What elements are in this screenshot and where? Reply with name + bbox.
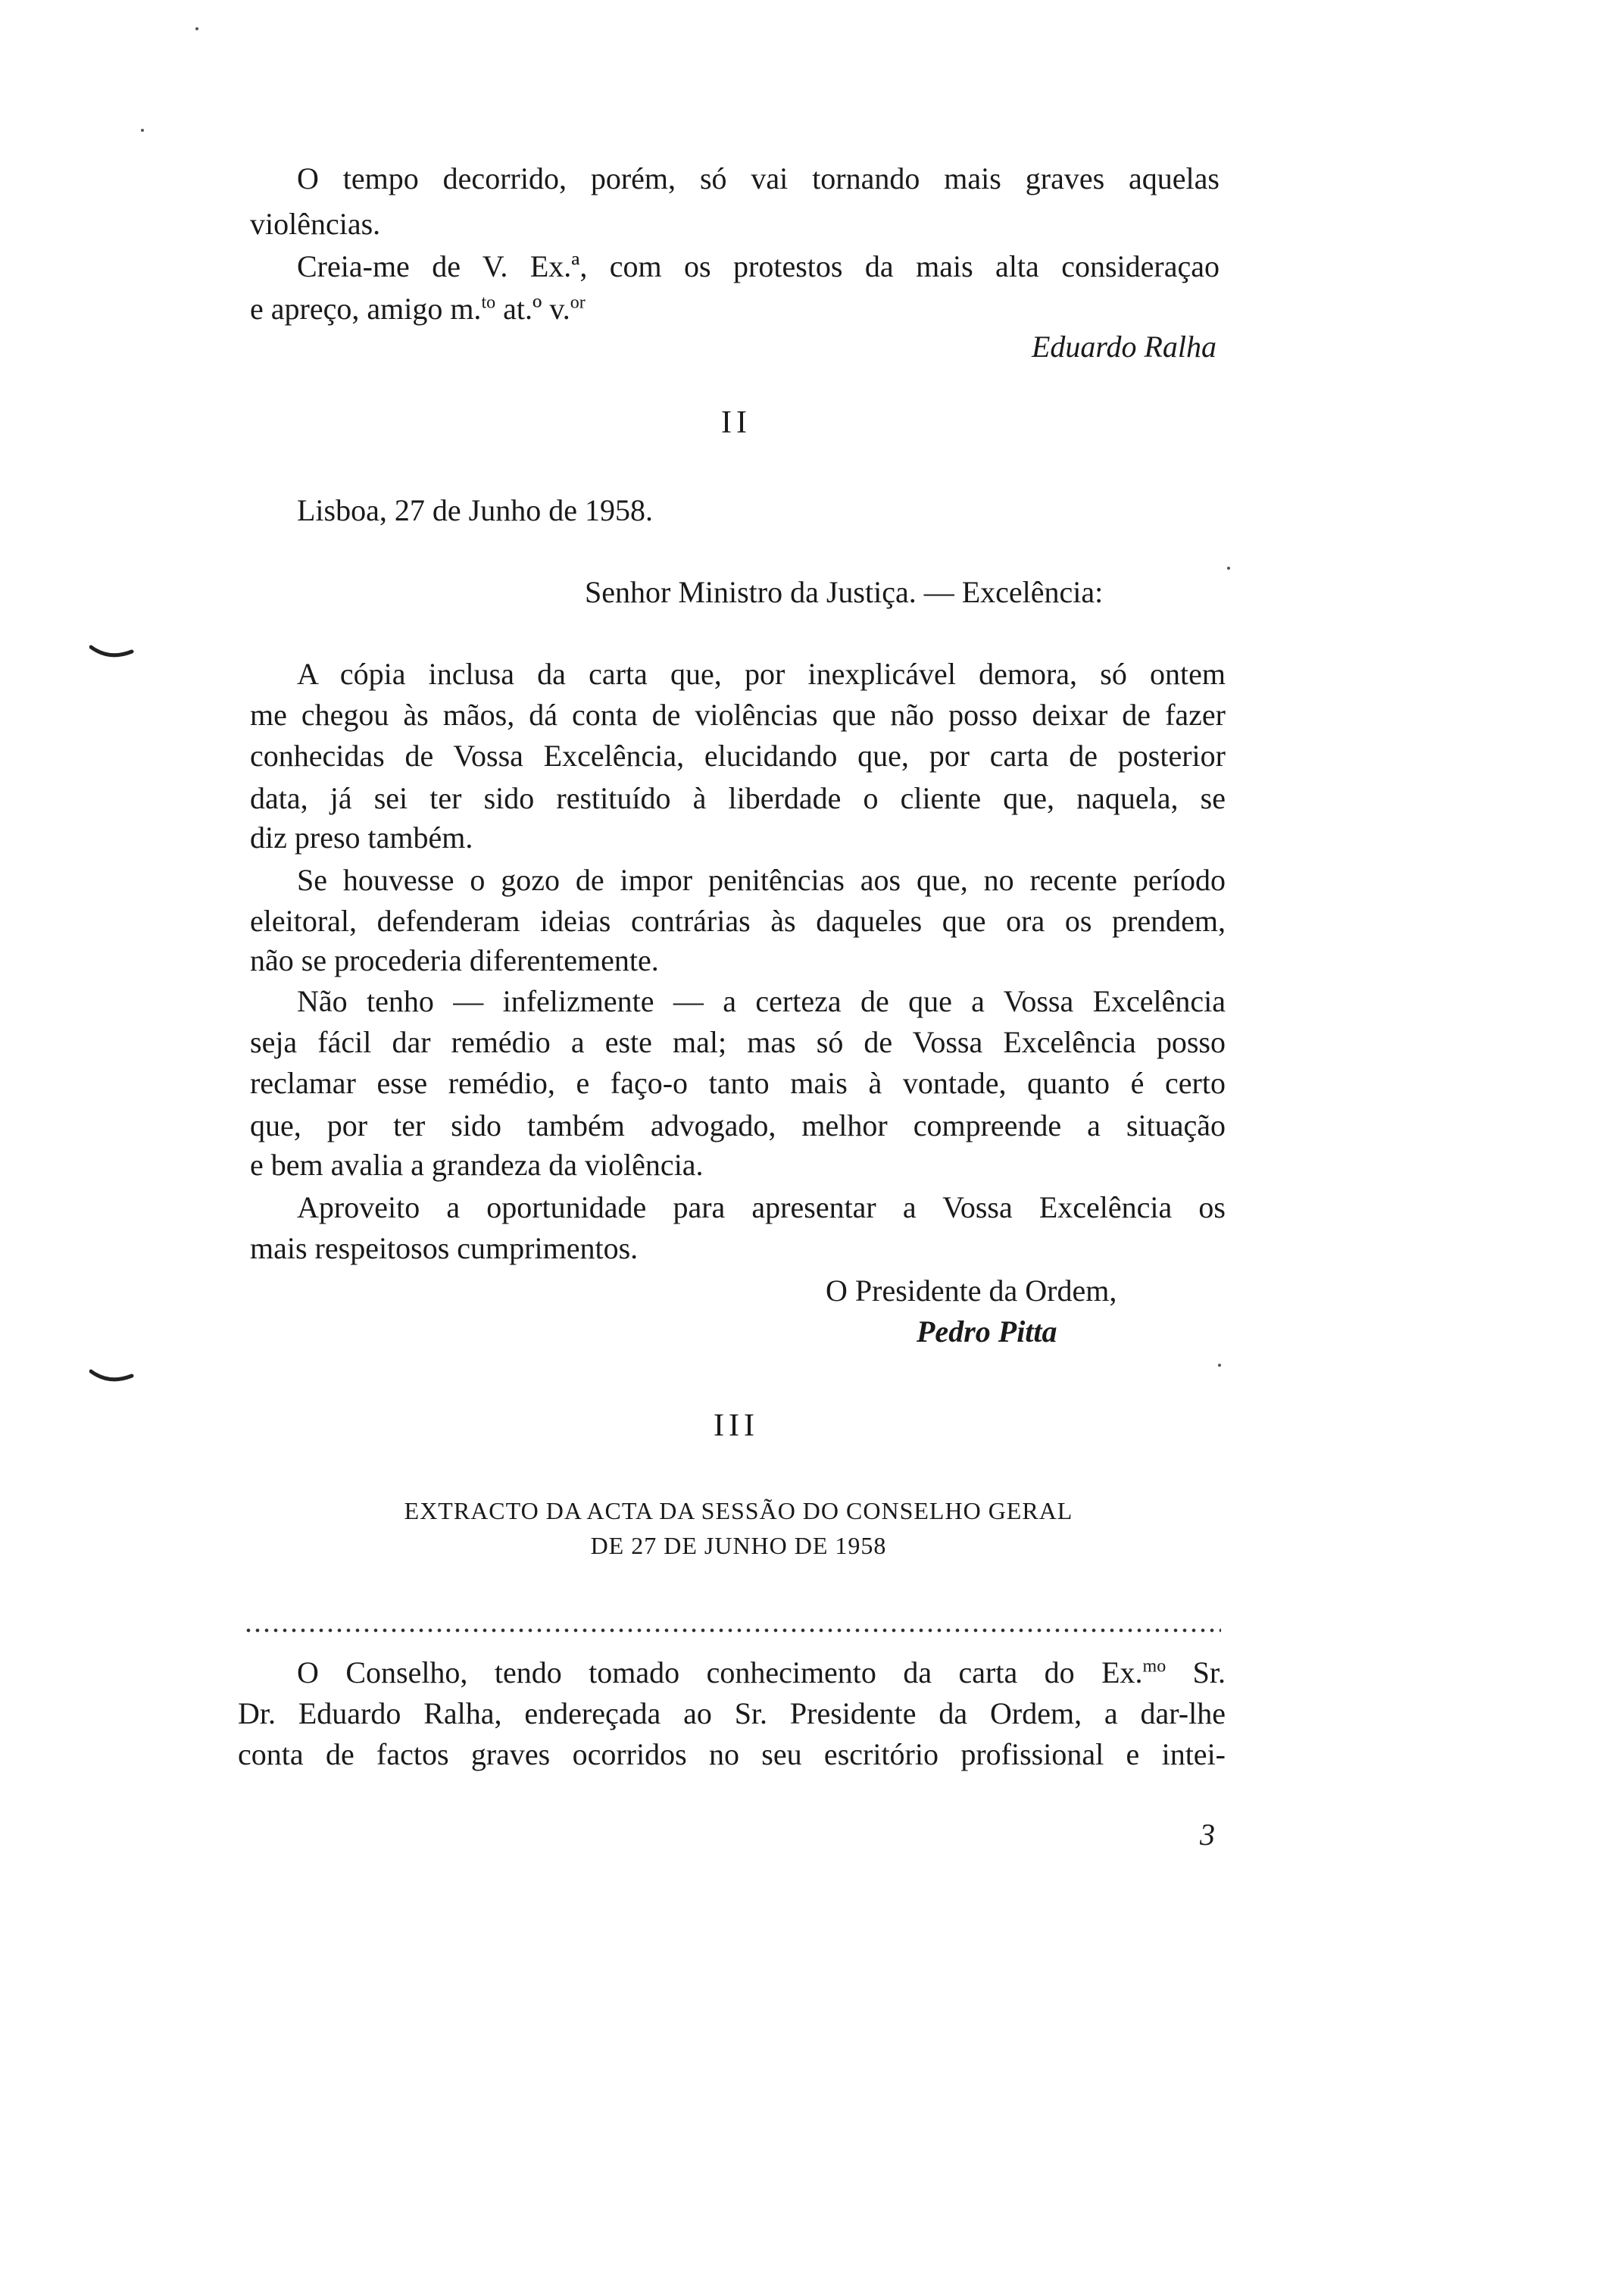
letter1-line4-sup: to — [481, 292, 496, 313]
section2-dateline: Lisboa, 27 de Junho de 1958. — [297, 493, 653, 527]
section2-p1-line: A cópia inclusa da carta que, por inexplicável demora, só ontem — [297, 657, 1226, 691]
section2-salutation: Senhor Ministro da Justiça. — Excelência: — [585, 575, 1104, 609]
section2-p3-line: Não tenho — infelizmente — a certeza de que a Vossa Excelência — [297, 984, 1226, 1018]
scan-mark — [89, 1367, 135, 1389]
letter1-line4-text: e apreço, amigo m. — [250, 292, 482, 326]
section2-p4-line: Aproveito a oportunidade para apresentar a Vossa Excelência os — [297, 1190, 1226, 1224]
section3-p1-line — [297, 1655, 1226, 1691]
letter1-line: violências. — [250, 207, 381, 241]
section2-p1-line: me chegou às mãos, dá conta de violências que não posso deixar de fazer — [250, 698, 1226, 732]
section3-p1-line: Dr. Eduardo Ralha, endereçada ao Sr. Presidente da Ordem, a dar-lhe — [238, 1696, 1226, 1730]
section2-p1-line: data, já sei ter sido restituído à liberdade o cliente que, naquela, se — [250, 781, 1226, 815]
section2-p4-line: mais respeitosos cumprimentos. — [250, 1231, 639, 1265]
section2-p3-line: seja fácil dar remédio a este mal; mas só de Vossa Excelência posso — [250, 1025, 1226, 1059]
section2-p1-line: diz preso também. — [250, 820, 473, 855]
letter1-line: Creia-me de V. Ex.ª, com os protestos da mais alta consideraçao — [297, 249, 1220, 283]
ellipsis-divider — [244, 1627, 1221, 1633]
section2-closing: O Presidente da Ordem, — [826, 1274, 1117, 1308]
section2-p2-line: não se procederia diferentemente. — [250, 943, 659, 977]
section2-signature: Pedro Pitta — [917, 1314, 1057, 1349]
section2-p2-line: eleitoral, defenderam ideias contrárias às daqueles que ora os prendem, — [250, 904, 1226, 938]
section2-p1-line: conhecidas de Vossa Excelência, elucidando que, por carta de posterior — [250, 739, 1226, 773]
section2-number: II — [721, 405, 751, 440]
section3-p1-sup: mo — [1142, 1656, 1166, 1677]
section2-p3-line: que, por ter sido também advogado, melhor compreende a situação — [250, 1108, 1226, 1142]
section2-p3-line: reclamar esse remédio, e faço-o tanto mais à vontade, quanto é certo — [250, 1066, 1226, 1100]
section3-p1-text: Sr. — [1166, 1655, 1226, 1689]
page-number: 3 — [1200, 1817, 1215, 1852]
letter1-line — [250, 291, 586, 327]
section2-p2-line: Se houvesse o gozo de impor penitências aos que, no recente período — [297, 863, 1226, 897]
scan-speck — [1227, 567, 1230, 570]
section3-title: DE 27 DE JUNHO DE 1958 — [590, 1532, 887, 1559]
section3-number: III — [714, 1408, 759, 1443]
letter1-signature: Eduardo Ralha — [1031, 330, 1216, 364]
letter1-line4-sup: or — [570, 292, 586, 313]
letter1-line: O tempo decorrido, porém, só vai tornando mais graves aquelas — [297, 161, 1220, 195]
scan-speck — [141, 129, 144, 132]
scan-speck — [1218, 1364, 1221, 1367]
scan-speck — [195, 27, 198, 30]
letter1-line4-text: at.º v. — [495, 292, 570, 326]
section3-p1-text: O Conselho, tendo tomado conhecimento da carta do Ex. — [297, 1655, 1143, 1689]
section2-p3-line: e bem avalia a grandeza da violência. — [250, 1148, 704, 1182]
scan-mark — [89, 642, 135, 665]
section3-p1-line: conta de factos graves ocorridos no seu escritório profissional e intei- — [238, 1737, 1226, 1771]
section3-title: EXTRACTO DA ACTA DA SESSÃO DO CONSELHO GERAL — [404, 1497, 1073, 1524]
